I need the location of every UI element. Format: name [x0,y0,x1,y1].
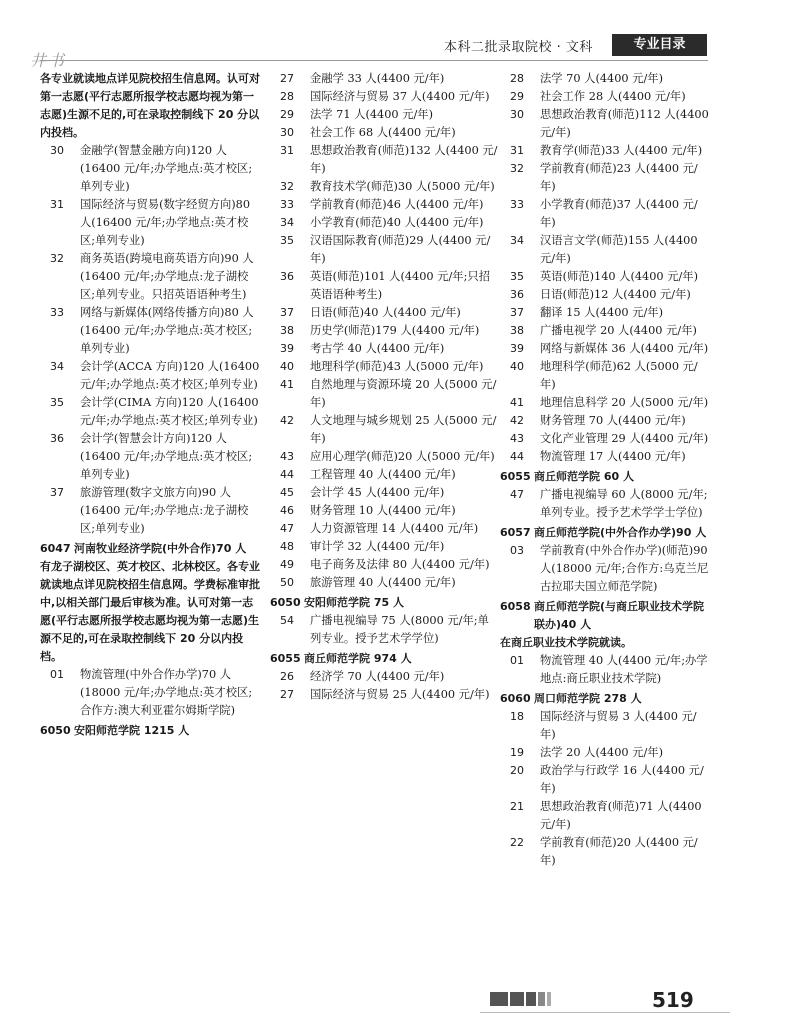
school-name: 商丘师范学院 974 人 [304,652,412,665]
major-entry [270,232,500,268]
major-code: 41 [280,378,294,391]
school-name: 商丘师范学院(中外合作办学)90 人 [534,526,707,539]
major-text: 法学 71 人(4400 元/年) [310,108,434,121]
major-text: 教育技术学(师范)30 人(5000 元/年) [310,180,495,193]
major-entry [40,142,262,196]
major-entry [270,304,500,322]
major-entry [270,142,500,178]
major-code: 37 [510,306,524,319]
school-code: 6050 [270,596,301,609]
major-code: 31 [280,144,294,157]
major-code: 44 [510,450,524,463]
major-text: 自然地理与资源环境 20 人(5000 元/年) [310,378,497,409]
header-rule [40,60,708,61]
major-text: 国际经济与贸易 25 人(4400 元/年) [310,688,490,701]
major-entry [500,88,710,106]
major-entry [40,484,262,538]
major-entry [500,708,710,744]
major-entry [270,88,500,106]
major-entry [40,430,262,484]
major-text: 日语(师范)12 人(4400 元/年) [540,288,691,301]
major-entry [500,834,710,870]
major-text: 国际经济与贸易 37 人(4400 元/年) [310,90,490,103]
major-code: 39 [510,342,524,355]
major-entry [270,376,500,412]
footer-rule [480,1012,730,1013]
major-code: 29 [280,108,294,121]
school-entry [40,540,262,558]
school-entry [500,524,710,542]
major-text: 英语(师范)101 人(4400 元/年;只招英语语种考生) [310,270,491,301]
major-text: 学前教育(师范)23 人(4400 元/年) [540,162,698,193]
major-code: 50 [280,576,294,589]
major-code: 42 [280,414,294,427]
major-entry [500,142,710,160]
major-entry [40,304,262,358]
school-code: 6055 [500,470,531,483]
major-code: 41 [510,396,524,409]
major-text: 文化产业管理 29 人(4400 元/年) [540,432,709,445]
major-text: 会计学(智慧会计方向)120 人(16400 元/年;办学地点:英才校区;单列专业) [80,432,253,481]
major-code: 40 [280,360,294,373]
major-code: 21 [510,800,524,813]
major-code: 03 [510,544,524,557]
major-code: 46 [280,504,294,517]
enrollment-note: 有龙子湖校区、英才校区、北林校区。各专业就读地点详见院校招生信息网。学费标准审批中,以相关部门最后审核为准。认可对第一志愿(平行志愿所报学校志愿均视为第一志愿)生源不足的,可在录取控制线下 20 分以内投档。 [40,560,260,663]
school-code: 6050 [40,724,71,737]
school-name: 商丘师范学院(与商丘职业技术学院联办)40 人 [534,600,705,631]
major-entry [500,358,710,394]
major-text: 教育学(师范)33 人(4400 元/年) [540,144,703,157]
major-entry [270,412,500,448]
major-code: 43 [510,432,524,445]
major-code: 20 [510,764,524,777]
major-text: 思想政治教育(师范)132 人(4400 元/年) [310,144,498,175]
major-text: 社会工作 28 人(4400 元/年) [540,90,686,103]
major-text: 财务管理 70 人(4400 元/年) [540,414,686,427]
major-text: 会计学(ACCA 方向)120 人(16400 元/年;办学地点:英才校区;单列专业) [80,360,260,391]
major-code: 38 [510,324,524,337]
major-code: 22 [510,836,524,849]
major-entry [500,304,710,322]
school-entry [270,594,500,612]
school-entry [500,598,710,634]
major-text: 财务管理 10 人(4400 元/年) [310,504,456,517]
major-code: 26 [280,670,294,683]
school-code: 6047 [40,542,71,555]
school-entry [270,650,500,668]
major-code: 27 [280,72,294,85]
major-text: 小学教育(师范)37 人(4400 元/年) [540,198,698,229]
major-code: 01 [50,668,64,681]
major-entry [40,358,262,394]
major-entry [500,486,710,522]
major-text: 网络与新媒体(网络传播方向)80 人(16400 元/年;办学地点:英才校区;单列专业) [80,306,254,355]
major-code: 42 [510,414,524,427]
major-code: 35 [280,234,294,247]
major-entry [500,542,710,596]
major-entry [270,556,500,574]
major-code: 31 [510,144,524,157]
major-text: 学前教育(师范)46 人(4400 元/年) [310,198,484,211]
major-text: 广播电视编导 75 人(8000 元/年;单列专业。授予艺术学学位) [310,614,489,645]
major-code: 39 [280,342,294,355]
major-entry [500,340,710,358]
major-code: 28 [510,72,524,85]
school-name: 安阳师范学院 1215 人 [74,724,190,737]
major-code: 32 [50,252,64,265]
major-text: 政治学与行政学 16 人(4400 元/年) [540,764,704,795]
major-code: 32 [280,180,294,193]
major-code: 54 [280,614,294,627]
major-text: 工程管理 40 人(4400 元/年) [310,468,456,481]
major-text: 英语(师范)140 人(4400 元/年) [540,270,699,283]
major-text: 法学 70 人(4400 元/年) [540,72,664,85]
major-code: 34 [510,234,524,247]
school-code: 6055 [270,652,301,665]
major-entry [270,322,500,340]
major-entry [500,70,710,88]
major-text: 会计学 45 人(4400 元/年) [310,486,445,499]
major-text: 地理科学(师范)43 人(5000 元/年) [310,360,484,373]
major-code: 27 [280,688,294,701]
major-code: 40 [510,360,524,373]
major-entry [270,268,500,304]
major-entry [500,106,710,142]
major-text: 小学教育(师范)40 人(4400 元/年) [310,216,484,229]
school-entry [500,468,710,486]
major-entry [270,686,500,704]
enrollment-note: 在商丘职业技术学院就读。 [500,636,632,649]
school-name: 河南牧业经济学院(中外合作)70 人 [74,542,247,555]
major-text: 物流管理 40 人(4400 元/年;办学地点:商丘职业技术学院) [540,654,708,685]
major-text: 翻译 15 人(4400 元/年) [540,306,664,319]
column-left [40,70,262,740]
major-entry [500,412,710,430]
major-entry [270,106,500,124]
major-entry [270,612,500,648]
section-tag: 专业目录 [612,34,707,56]
major-text: 人文地理与城乡规划 25 人(5000 元/年) [310,414,497,445]
major-text: 审计学 32 人(4400 元/年) [310,540,445,553]
major-entry [270,668,500,686]
major-entry [40,666,262,720]
major-code: 43 [280,450,294,463]
major-text: 国际经济与贸易(数字经贸方向)80 人(16400 元/年;办学地点:英才校区;单列专业) [80,198,251,247]
major-text: 电子商务及法律 80 人(4400 元/年) [310,558,490,571]
major-entry [500,798,710,834]
major-entry [270,484,500,502]
major-code: 28 [280,90,294,103]
major-text: 物流管理 17 人(4400 元/年) [540,450,686,463]
school-entry [40,722,262,740]
major-code: 37 [50,486,64,499]
major-code: 34 [280,216,294,229]
major-text: 历史学(师范)179 人(4400 元/年) [310,324,480,337]
major-text: 社会工作 68 人(4400 元/年) [310,126,456,139]
major-text: 金融学(智慧金融方向)120 人(16400 元/年;办学地点:英才校区;单列专业) [80,144,253,193]
major-text: 学前教育(中外合作办学)(师范)90 人(18000 元/年;合作方:乌克兰尼古拉耶夫国立师范学院) [540,544,709,593]
page-number: 519 [652,988,694,1012]
column-middle [270,70,500,704]
major-entry [270,448,500,466]
major-code: 48 [280,540,294,553]
major-code: 32 [510,162,524,175]
publisher-logo: 井书 [30,51,67,70]
major-entry [40,394,262,430]
major-text: 物流管理(中外合作办学)70 人(18000 元/年;办学地点:英才校区;合作方:澳大利亚霍尔姆斯学院) [80,668,253,717]
school-code: 6057 [500,526,531,539]
major-text: 地理科学(师范)62 人(5000 元/年) [540,360,698,391]
major-entry [270,502,500,520]
school-entry [500,690,710,708]
school-code: 6060 [500,692,531,705]
major-entry [500,322,710,340]
major-code: 38 [280,324,294,337]
major-text: 人力资源管理 14 人(4400 元/年) [310,522,479,535]
major-code: 45 [280,486,294,499]
major-text: 商务英语(跨境电商英语方向)90 人(16400 元/年;办学地点:龙子湖校区;单列专业。只招英语语种考生) [80,252,254,301]
major-entry [270,520,500,538]
major-entry [270,196,500,214]
major-entry [500,394,710,412]
major-code: 36 [50,432,64,445]
major-code: 47 [510,488,524,501]
major-entry [500,762,710,798]
major-text: 学前教育(师范)20 人(4400 元/年) [540,836,698,867]
major-code: 36 [510,288,524,301]
major-code: 30 [510,108,524,121]
major-entry [270,466,500,484]
major-code: 01 [510,654,524,667]
major-entry [270,70,500,88]
major-entry [500,232,710,268]
column-right [500,70,710,870]
major-entry [500,268,710,286]
major-entry [500,430,710,448]
major-text: 广播电视学 20 人(4400 元/年) [540,324,697,337]
school-code: 6058 [500,600,531,613]
major-code: 35 [50,396,64,409]
major-text: 考古学 40 人(4400 元/年) [310,342,445,355]
major-entry [270,340,500,358]
major-text: 国际经济与贸易 3 人(4400 元/年) [540,710,697,741]
major-code: 30 [280,126,294,139]
major-code: 33 [50,306,64,319]
major-entry [500,744,710,762]
major-code: 37 [280,306,294,319]
footer-decoration [490,992,590,1006]
major-text: 思想政治教育(师范)71 人(4400 元/年) [540,800,702,831]
major-code: 29 [510,90,524,103]
major-code: 34 [50,360,64,373]
major-text: 网络与新媒体 36 人(4400 元/年) [540,342,709,355]
major-entry [270,214,500,232]
major-entry [270,574,500,592]
major-entry [40,196,262,250]
running-header-title: 本科二批录取院校 · 文科 [444,40,593,55]
enrollment-note: 各专业就读地点详见院校招生信息网。认可对第一志愿(平行志愿所报学校志愿均视为第一志愿)生源不足的,可在录取控制线下 20 分以内投档。 [40,72,260,139]
major-code: 33 [280,198,294,211]
major-text: 金融学 33 人(4400 元/年) [310,72,445,85]
major-text: 广播电视编导 60 人(8000 元/年;单列专业。授予艺术学学士学位) [540,488,708,519]
major-text: 会计学(CIMA 方向)120 人(16400 元/年;办学地点:英才校区;单列专业) [80,396,259,427]
major-entry [270,178,500,196]
major-entry [270,538,500,556]
major-text: 旅游管理(数字文旅方向)90 人(16400 元/年;办学地点:龙子湖校区;单列专业) [80,486,249,535]
major-text: 汉语国际教育(师范)29 人(4400 元/年) [310,234,491,265]
major-code: 19 [510,746,524,759]
major-entry [500,652,710,688]
major-code: 35 [510,270,524,283]
major-entry [270,358,500,376]
major-code: 33 [510,198,524,211]
major-text: 法学 20 人(4400 元/年) [540,746,664,759]
major-text: 地理信息科学 20 人(5000 元/年) [540,396,709,409]
major-entry [500,286,710,304]
major-text: 旅游管理 40 人(4400 元/年) [310,576,456,589]
major-entry [500,196,710,232]
school-name: 安阳师范学院 75 人 [304,596,404,609]
major-entry [40,250,262,304]
major-text: 经济学 70 人(4400 元/年) [310,670,445,683]
major-entry [500,160,710,196]
major-code: 36 [280,270,294,283]
school-name: 周口师范学院 278 人 [534,692,642,705]
major-code: 49 [280,558,294,571]
major-code: 47 [280,522,294,535]
major-entry [270,124,500,142]
major-code: 18 [510,710,524,723]
school-name: 商丘师范学院 60 人 [534,470,634,483]
major-text: 汉语言文学(师范)155 人(4400 元/年) [540,234,698,265]
major-code: 30 [50,144,64,157]
major-entry [500,448,710,466]
major-text: 日语(师范)40 人(4400 元/年) [310,306,461,319]
major-code: 31 [50,198,64,211]
major-text: 应用心理学(师范)20 人(5000 元/年) [310,450,495,463]
major-code: 44 [280,468,294,481]
major-text: 思想政治教育(师范)112 人(4400 元/年) [540,108,709,139]
